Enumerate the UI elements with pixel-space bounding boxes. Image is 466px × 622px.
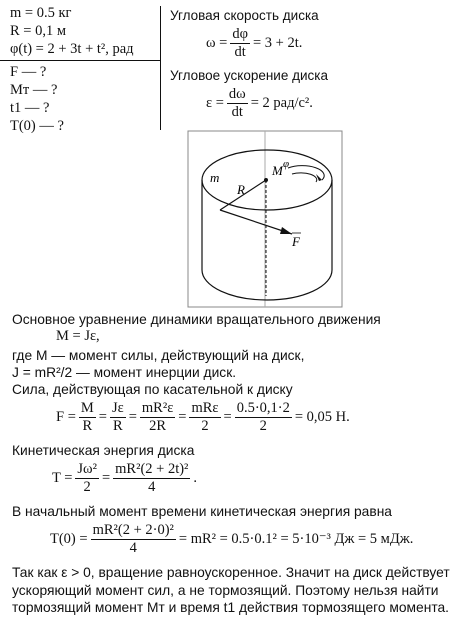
para-moment-def: где M — момент силы, действующий на диск,: [12, 348, 305, 363]
eq-lhs: T(0) =: [50, 531, 88, 547]
denominator: dt: [234, 44, 246, 60]
numerator: mR²(2 + 2t)²: [115, 461, 189, 477]
eq-lhs: ω =: [206, 35, 228, 51]
eq-sign: =: [98, 409, 107, 425]
initial-energy-equation: [50, 522, 413, 557]
numerator: dφ: [232, 26, 248, 42]
para-inertia-def: J = mR²/2 — момент инерции диск.: [12, 365, 237, 380]
denominator: 4: [148, 479, 156, 495]
para-conclusion-1: Так как ε > 0, вращение равноускоренное. Значит на диск действует: [12, 565, 450, 580]
given-divider-vertical: [160, 6, 161, 130]
para-conclusion-2: ускоряющий момент сил, а не тормозящий. Поэтому нельзя найти: [12, 583, 439, 598]
eq-lhs: ε =: [206, 95, 224, 111]
denominator: 4: [129, 540, 137, 556]
disk-figure: [180, 128, 350, 313]
denominator: 2: [201, 418, 209, 434]
given-radius: R = 0,1 м: [10, 23, 67, 39]
eq-result: = 0,05 Н.: [294, 409, 350, 425]
eq-sign: =: [178, 409, 187, 425]
para-conclusion-3: тормозящий момент Mт и время t1 действия тормозящего момента.: [12, 600, 449, 615]
eq-sign: =: [128, 409, 137, 425]
fraction: [235, 400, 292, 435]
eq-sign: =: [223, 409, 232, 425]
denominator: 2: [83, 479, 91, 495]
denominator: R: [82, 418, 93, 434]
fraction: [91, 522, 176, 557]
fraction: [227, 86, 248, 121]
denominator: R: [113, 418, 123, 434]
find-energy: T(0) — ?: [10, 118, 64, 134]
denominator: 2R: [149, 418, 167, 434]
eq-rhs: = 3 + 2t.: [252, 35, 303, 51]
para-kinetic-energy: Кинетическая энергия диска: [12, 443, 195, 458]
fraction: [140, 400, 175, 435]
fraction: [75, 461, 99, 496]
given-mass: m = 0.5 кг: [10, 5, 72, 21]
eq-rhs: = mR² = 0.5·0.1² = 5·10⁻³ Дж = 5 мДж.: [178, 531, 414, 547]
fraction: [189, 400, 220, 435]
find-force: F — ?: [10, 64, 47, 80]
para-dynamics-law: Основное уравнение динамики вращательного движения: [12, 312, 381, 327]
eq-lhs: F =: [56, 409, 76, 425]
angular-acceleration-label: Угловое ускорение диска: [170, 68, 328, 83]
numerator: mR²ε: [141, 400, 174, 416]
numerator: Jε: [111, 400, 124, 416]
fraction: [79, 400, 96, 435]
numerator: mR²(2 + 2·0)²: [92, 522, 174, 538]
eq-lhs: T =: [52, 470, 73, 486]
force-label: F: [292, 234, 300, 249]
denominator: dt: [231, 104, 243, 120]
disk-bottom-arc: [202, 270, 332, 300]
para-tangent-force: Сила, действующая по касательной к диску: [12, 382, 293, 397]
angular-velocity-label: Угловая скорость диска: [170, 8, 319, 23]
given-divider-horizontal: [0, 60, 160, 61]
phi-label: φ: [283, 158, 290, 170]
numerator: 0.5·0,1·2: [236, 400, 290, 416]
force-arrowhead: [280, 227, 292, 234]
given-angle-law: φ(t) = 2 + 3t + t², рад: [10, 41, 134, 57]
fraction: [113, 461, 190, 496]
angular-velocity-equation: [206, 26, 302, 61]
force-equation: [56, 400, 350, 435]
find-moment: Mт — ?: [10, 82, 58, 98]
numerator: mRε: [191, 400, 219, 416]
numerator: M: [80, 400, 94, 416]
numerator: Jω²: [77, 461, 97, 477]
numerator: dω: [228, 86, 246, 102]
fraction: [230, 26, 250, 61]
fraction: [110, 400, 126, 435]
para-initial-energy: В начальный момент времени кинетическая энергия равна: [12, 504, 392, 519]
eq-rhs: = 2 рад/с².: [250, 95, 313, 111]
find-time: t1 — ?: [10, 100, 50, 116]
angular-acceleration-equation: [206, 86, 313, 121]
radius-label: R: [237, 182, 245, 197]
axis-point: [264, 178, 268, 182]
eq-sign: =: [101, 470, 111, 486]
rotation-arc-inner: [292, 173, 317, 182]
eq-end: .: [193, 470, 198, 486]
moment-label: M: [272, 163, 283, 178]
denominator: 2: [259, 418, 267, 434]
mass-label: m: [210, 170, 220, 185]
eq-dynamics-law: M = Jε,: [56, 328, 100, 344]
energy-equation: [52, 461, 197, 496]
